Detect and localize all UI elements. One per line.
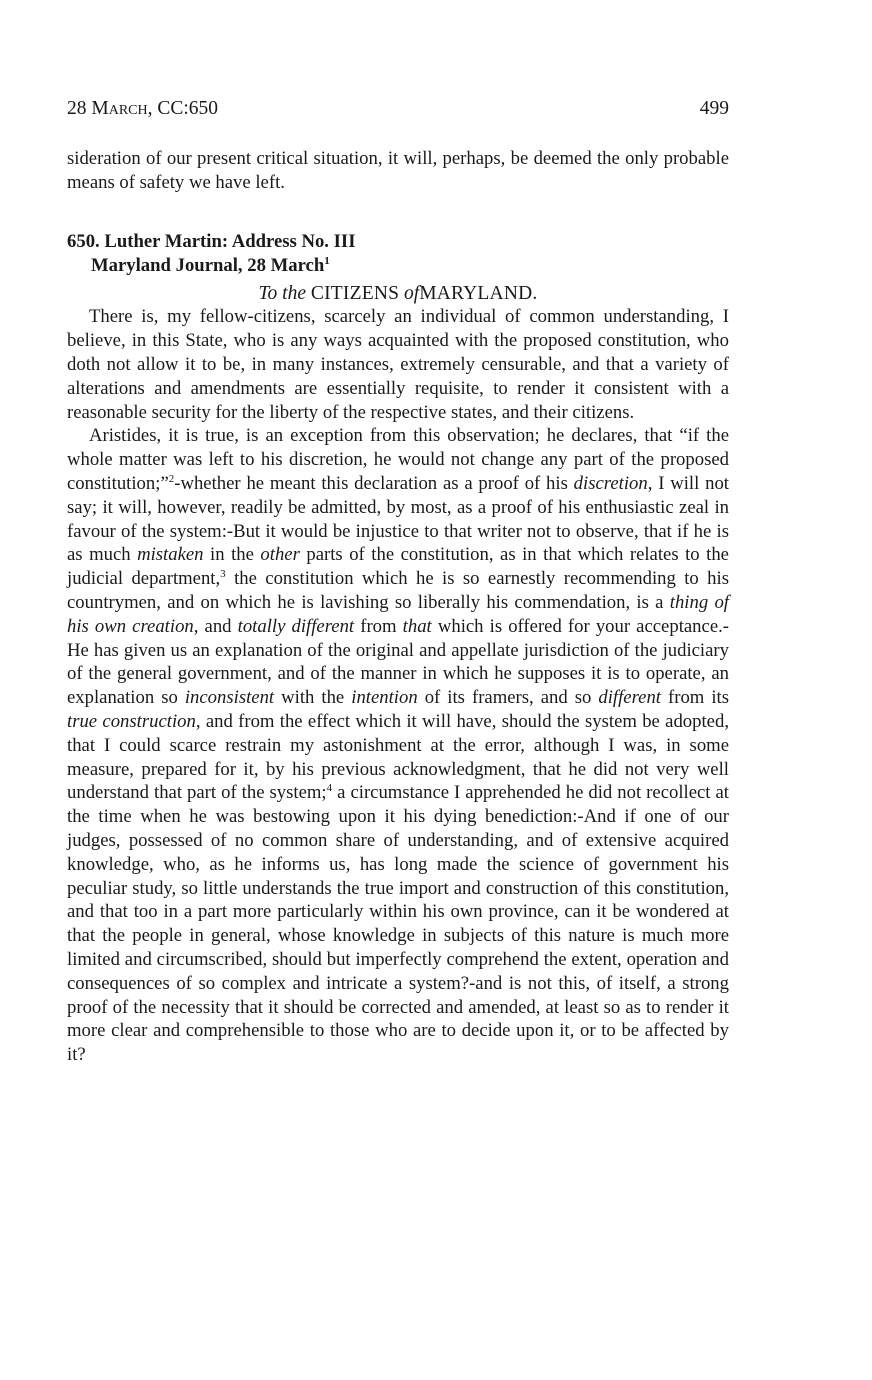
text-run: which is offered for your acceptance.-He has given us an explanation of the original and appellate jurisdiction of the judiciary of the general government, and of the manner in which he supposes it is to operate, an explanation so [67, 615, 730, 709]
salutation-citizens: CITIZENS [310, 282, 400, 304]
running-head-month: March [91, 98, 148, 119]
text-run: , and [193, 615, 238, 637]
salutation-state: MARYLAND. [419, 282, 538, 304]
running-head-date: 28 [67, 98, 87, 119]
italic-run: mistaken [137, 544, 204, 566]
heading-title: 650. Luther Martin: Address No. III [67, 230, 356, 252]
italic-run: true construction [67, 710, 196, 732]
text-run: with the [274, 687, 352, 709]
running-head [67, 97, 729, 121]
running-head-doc-ref: , CC:650 [147, 98, 219, 119]
body-text [67, 147, 729, 1067]
text-run: in the [203, 544, 261, 566]
page-number: 499 [699, 98, 729, 119]
italic-run: other [260, 544, 300, 566]
salutation-to: To the [258, 282, 307, 304]
text-run: a circumstance I apprehended he did not recollect at the time when he was bestowing upon it his dying benediction:-And if one of our judges, possessed of no common share of understanding, and of extensive acquired knowledge, who, as he informs us, has long made the science of government his peculiar study, so little understands the true import and construction of this constitution, and that too in a part more particularly within his own province, can it be wondered at that the people in general, whose knowledge in subjects of this nature is much more limited and circumscribed, should but imperfectly comprehend the extent, operation and consequences of so complex and intricate a system?-and is not this, of itself, a strong proof of the necessity that it should be corrected and amended, at least so as to render it more clear and comprehensible to those who are to decide upon it, or to be affected by it? [67, 782, 730, 1066]
footnote-ref-4: 4 [326, 782, 333, 795]
footnote-ref-1: 1 [324, 254, 330, 267]
paragraph-1: There is, my fellow-citizens, scarcely an individual of common understanding, I believe, in this State, who is any ways acquainted with the proposed constitution, who doth not allow it to be, in many instances, extremely censurable, and that a variety of alterations and amendments are essentially requisite, to render it consistent with a reasonable security for the liberty of the respective states, and their citizens. [67, 306, 729, 423]
salutation-of: of [404, 282, 420, 304]
text-run: the constitution which he is so earnestly recommending to his countrymen, and on which he is lavishing so liberally his commendation, is a [67, 568, 729, 613]
continuation-paragraph: sideration of our present critical situation, it will, perhaps, be deemed the only probable means of safety we have left. [67, 148, 729, 193]
italic-run: different [598, 687, 661, 709]
italic-run: intention [351, 687, 418, 709]
italic-run: inconsistent [184, 687, 275, 709]
italic-run: discretion [573, 472, 648, 494]
heading-source-text: Maryland Journal, 28 March [91, 254, 325, 276]
text-run: , I will not say; it will, however, readily be admitted, by most, as a proof of his enthusiastic zeal in favour of the system:-But it would be injustice to that writer not to observe, that if he is as much [67, 472, 729, 566]
salutation [67, 282, 729, 306]
document-heading [67, 230, 729, 278]
running-head-left [67, 97, 218, 121]
italic-run: that [402, 615, 432, 637]
text-run: -whether he meant this declaration as a proof of his [174, 472, 574, 494]
text-run: from [354, 615, 403, 637]
text-run: from its [661, 687, 730, 709]
text-run: parts of the constitution, as in that which relates to the judicial department, [67, 544, 729, 590]
footnote-ref-2: 2 [168, 472, 175, 485]
text-run: Aristides, it is true, is an exception from this observation; he declares, that “if the whole matter was left to his discretion, he would not change any part of the proposed constitution;” [67, 425, 729, 494]
text-run: , and from the effect which it will have, should the system be adopted, that I could scarce restrain my astonishment at the error, although I was, in some measure, prepared for it, by his previous acknowledgment, that he did not very well understand that part of the system; [67, 710, 729, 804]
heading-source [67, 254, 729, 278]
text-run: of its framers, and so [417, 687, 599, 709]
italic-run: totally different [237, 615, 355, 637]
footnote-ref-3: 3 [220, 568, 226, 581]
italic-run: thing of his own creation [67, 591, 730, 637]
paragraph-2 [67, 424, 729, 1067]
